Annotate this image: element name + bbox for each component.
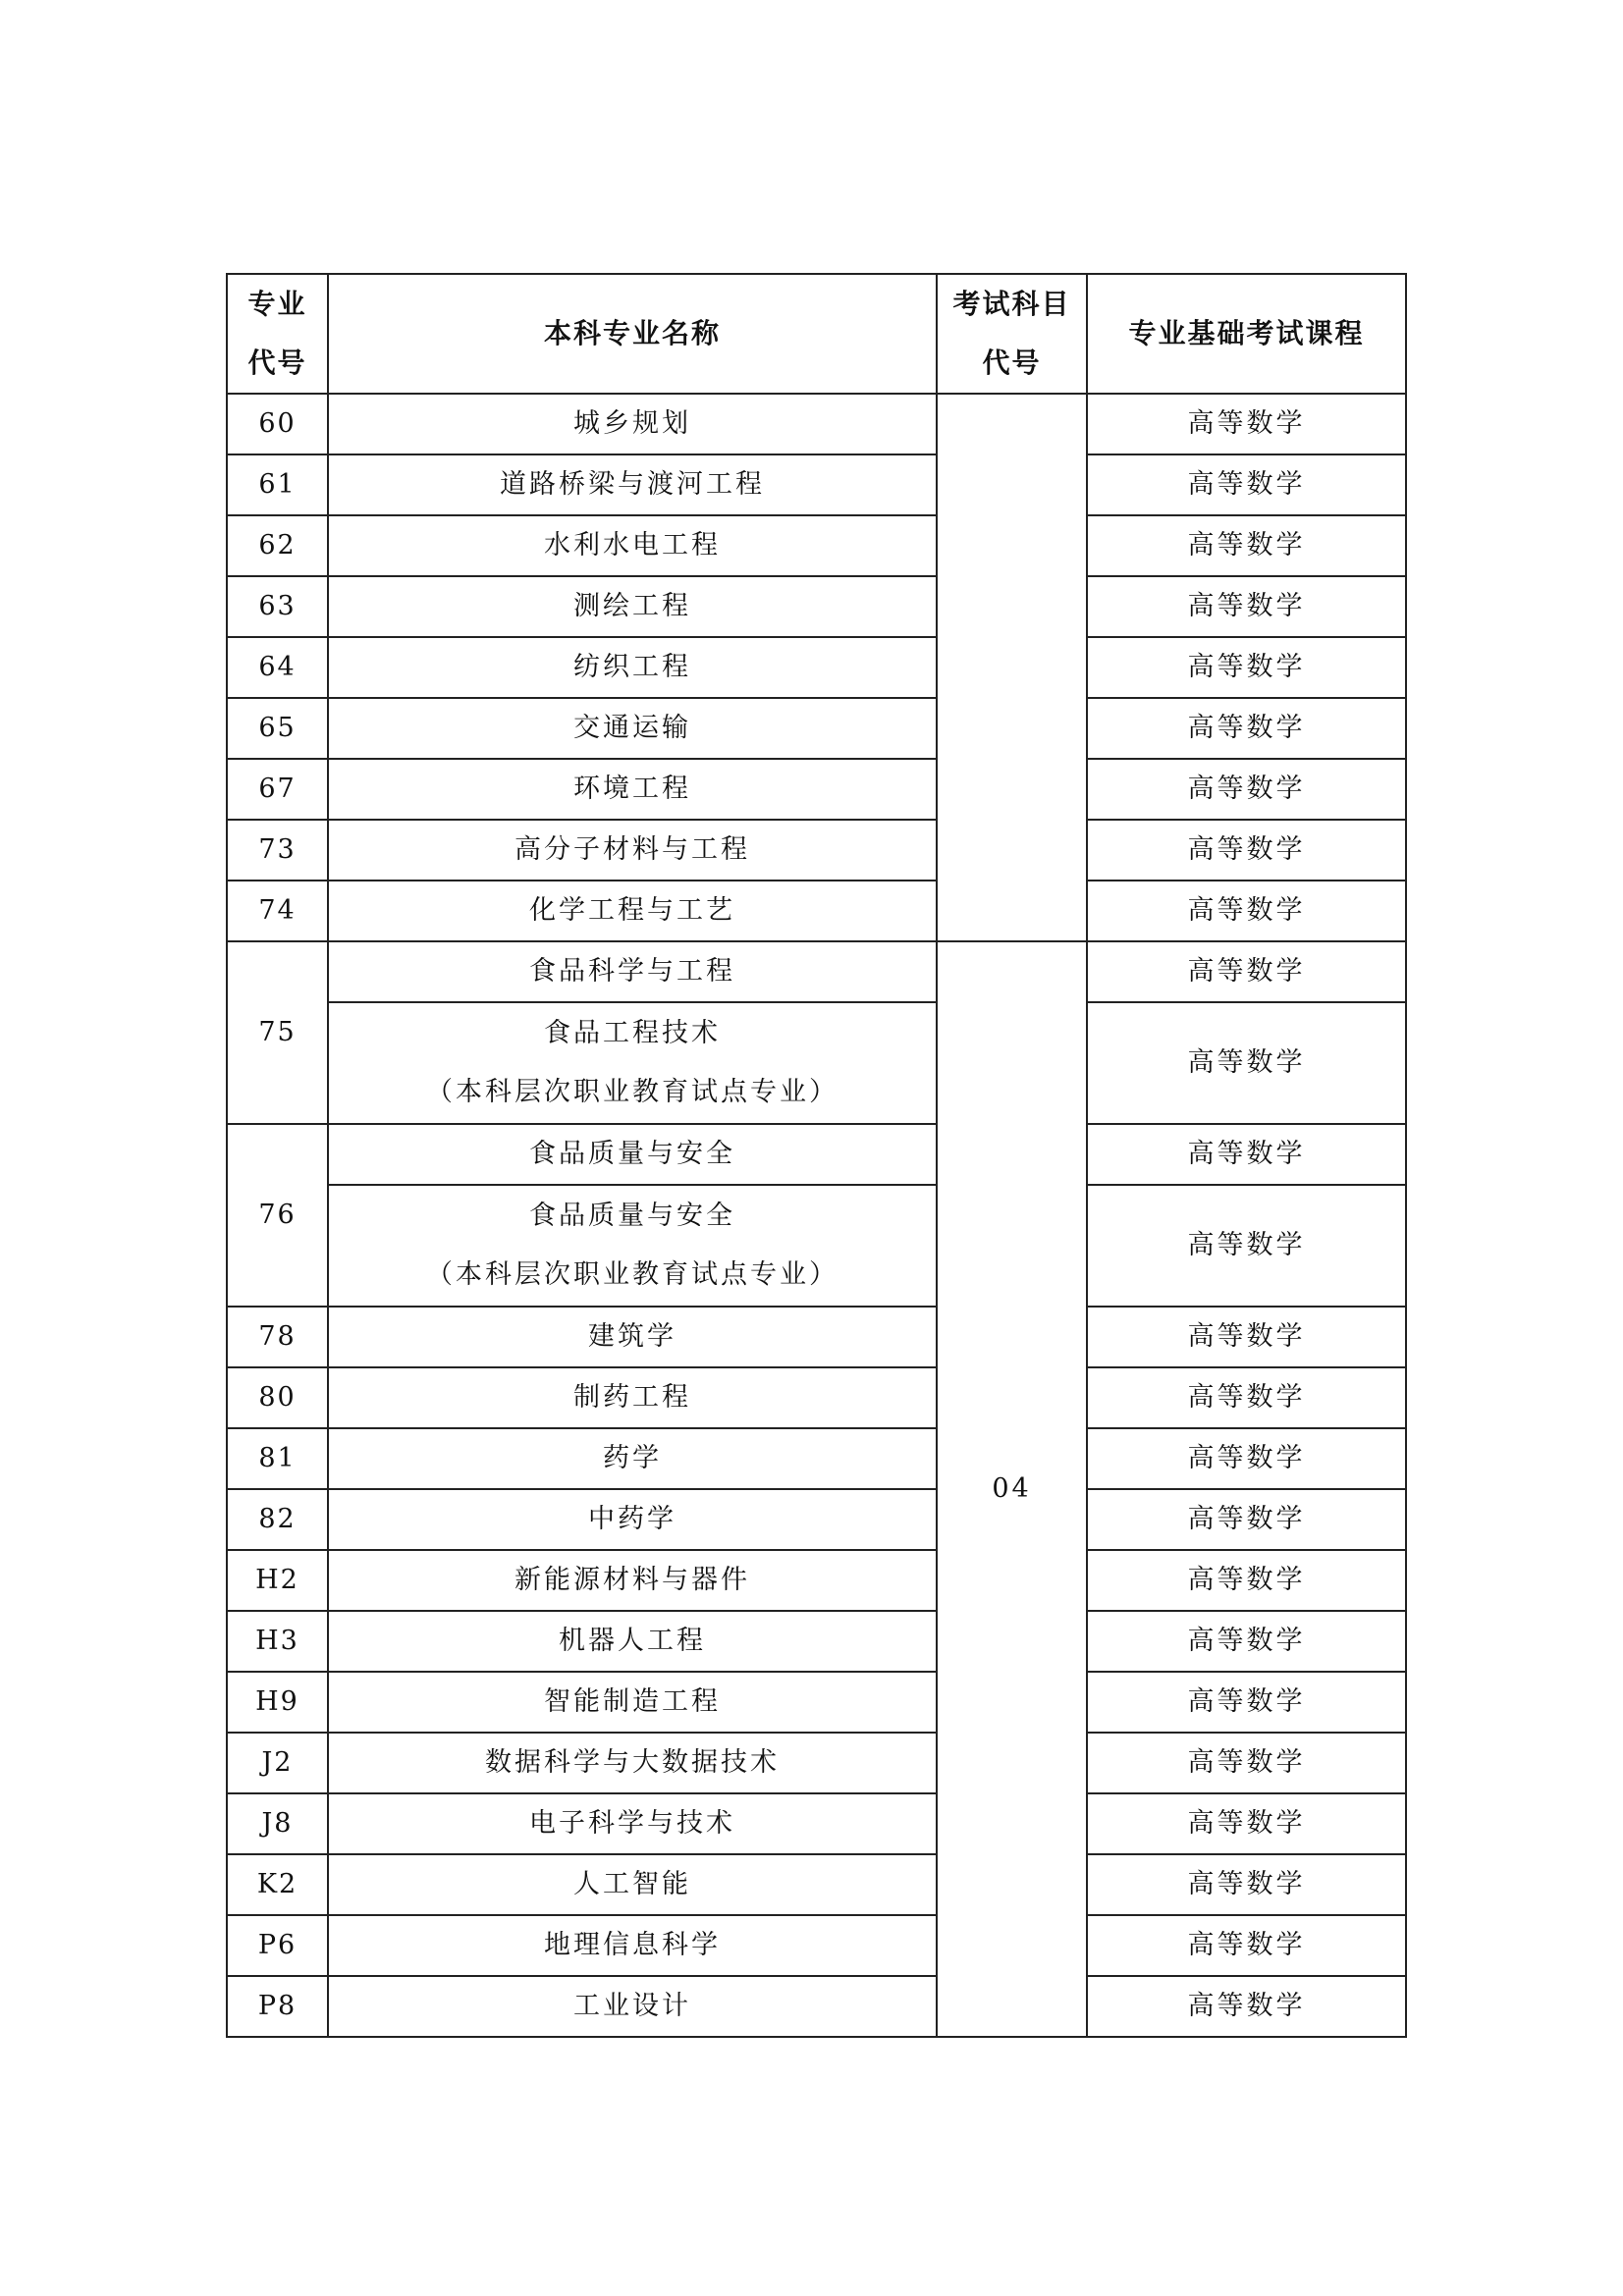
header-exam-code: 考试科目 代号 [937,274,1087,394]
table-row [227,394,1406,454]
course-name: 高等数学 [1087,1185,1406,1307]
table-row [227,1976,1406,2037]
course-name: 高等数学 [1087,1550,1406,1611]
major-code: 65 [227,698,328,759]
major-name: 地理信息科学 [328,1915,937,1976]
table-row [227,1854,1406,1915]
course-name: 高等数学 [1087,1976,1406,2037]
header-major-name: 本科专业名称 [328,274,937,394]
major-name: 食品工程技术 （本科层次职业教育试点专业） [328,1002,937,1124]
course-name: 高等数学 [1087,576,1406,637]
table-row [227,698,1406,759]
course-name: 高等数学 [1087,820,1406,881]
major-name: 数据科学与大数据技术 [328,1733,937,1793]
table-row [227,1428,1406,1489]
exam-code-blank [937,394,1087,941]
course-name: 高等数学 [1087,454,1406,515]
major-code: H9 [227,1672,328,1733]
table-header-row [227,274,1406,394]
table-row [227,1793,1406,1854]
major-name: 水利水电工程 [328,515,937,576]
major-name: 制药工程 [328,1367,937,1428]
course-name: 高等数学 [1087,1793,1406,1854]
major-code: 63 [227,576,328,637]
major-code: P6 [227,1915,328,1976]
table-row [227,1489,1406,1550]
course-name: 高等数学 [1087,637,1406,698]
course-name: 高等数学 [1087,1854,1406,1915]
course-name: 高等数学 [1087,394,1406,454]
header-major-code: 专业 代号 [227,274,328,394]
major-code: H2 [227,1550,328,1611]
major-name: 电子科学与技术 [328,1793,937,1854]
table-row [227,1307,1406,1367]
major-name: 人工智能 [328,1854,937,1915]
table-row [227,1002,1406,1124]
major-name: 化学工程与工艺 [328,881,937,941]
major-name: 道路桥梁与渡河工程 [328,454,937,515]
course-name: 高等数学 [1087,1733,1406,1793]
table-row [227,1124,1406,1185]
course-name: 高等数学 [1087,1367,1406,1428]
major-code: 61 [227,454,328,515]
major-code: 62 [227,515,328,576]
major-name: 食品科学与工程 [328,941,937,1002]
major-code: 82 [227,1489,328,1550]
table-row [227,1367,1406,1428]
major-name: 测绘工程 [328,576,937,637]
course-name: 高等数学 [1087,1672,1406,1733]
table-row [227,1915,1406,1976]
major-code: H3 [227,1611,328,1672]
table-row [227,820,1406,881]
course-name: 高等数学 [1087,1428,1406,1489]
course-name: 高等数学 [1087,515,1406,576]
major-name: 城乡规划 [328,394,937,454]
table-row [227,1185,1406,1307]
major-code: 67 [227,759,328,820]
exam-code: 04 [937,941,1087,2037]
major-code: P8 [227,1976,328,2037]
major-name: 工业设计 [328,1976,937,2037]
table-row [227,454,1406,515]
table-row [227,637,1406,698]
major-code: K2 [227,1854,328,1915]
table-row [227,1550,1406,1611]
major-code: 74 [227,881,328,941]
table-row [227,1611,1406,1672]
table-row [227,759,1406,820]
major-code: 76 [227,1124,328,1307]
course-name: 高等数学 [1087,759,1406,820]
major-name: 食品质量与安全 [328,1124,937,1185]
major-code: J2 [227,1733,328,1793]
course-name: 高等数学 [1087,941,1406,1002]
major-code: 64 [227,637,328,698]
major-code: 60 [227,394,328,454]
major-name: 机器人工程 [328,1611,937,1672]
major-code: J8 [227,1793,328,1854]
major-code: 80 [227,1367,328,1428]
course-name: 高等数学 [1087,1611,1406,1672]
major-name: 纺织工程 [328,637,937,698]
table-row [227,576,1406,637]
major-code: 75 [227,941,328,1124]
course-name: 高等数学 [1087,881,1406,941]
major-code: 81 [227,1428,328,1489]
majors-table [226,273,1407,2038]
major-name: 药学 [328,1428,937,1489]
major-name: 高分子材料与工程 [328,820,937,881]
major-code: 78 [227,1307,328,1367]
major-name: 环境工程 [328,759,937,820]
major-name: 新能源材料与器件 [328,1550,937,1611]
table-row [227,881,1406,941]
header-course: 专业基础考试课程 [1087,274,1406,394]
major-code: 73 [227,820,328,881]
major-name: 交通运输 [328,698,937,759]
table-row [227,941,1406,1002]
course-name: 高等数学 [1087,1002,1406,1124]
major-name: 食品质量与安全 （本科层次职业教育试点专业） [328,1185,937,1307]
table-row [227,1733,1406,1793]
table-row [227,515,1406,576]
course-name: 高等数学 [1087,1915,1406,1976]
major-name: 建筑学 [328,1307,937,1367]
course-name: 高等数学 [1087,1489,1406,1550]
course-name: 高等数学 [1087,1307,1406,1367]
major-name: 中药学 [328,1489,937,1550]
table-row [227,1672,1406,1733]
course-name: 高等数学 [1087,1124,1406,1185]
major-name: 智能制造工程 [328,1672,937,1733]
course-name: 高等数学 [1087,698,1406,759]
